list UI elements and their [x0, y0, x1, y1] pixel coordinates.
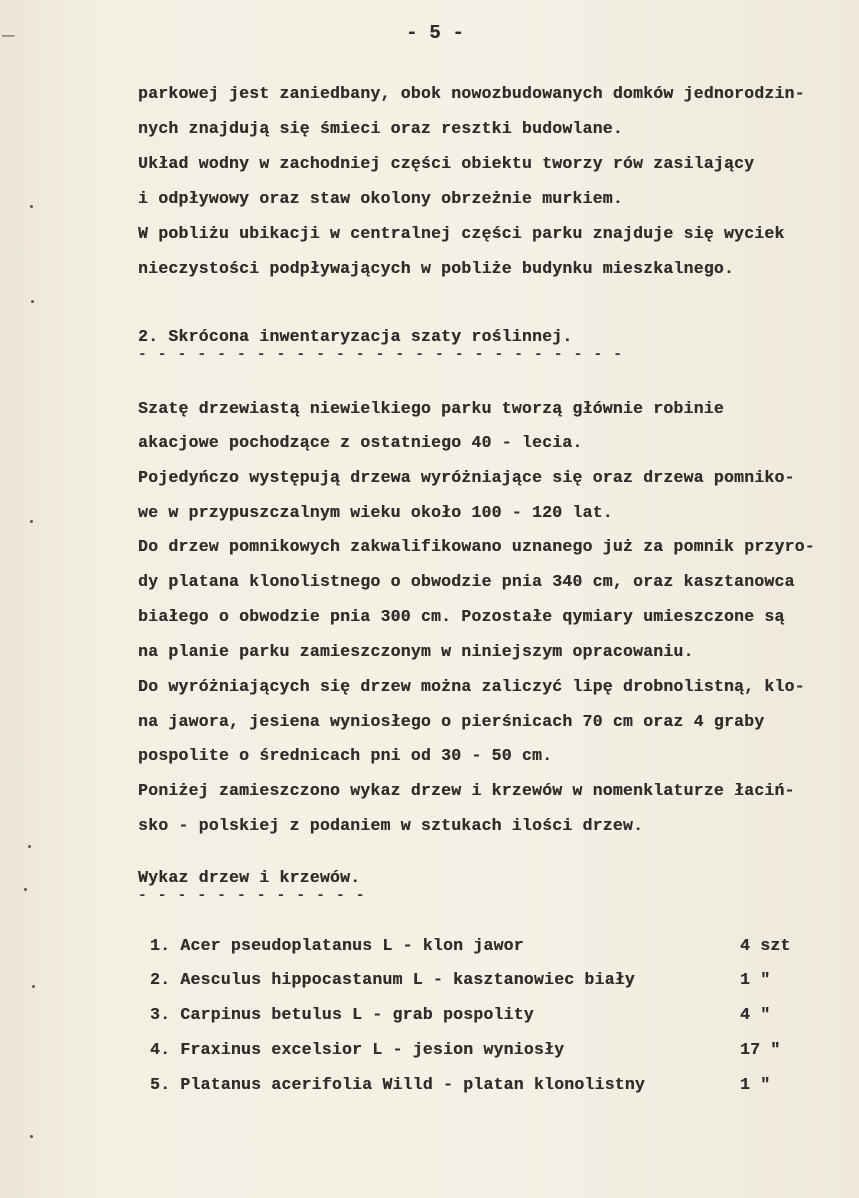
body-line: parkowej jest zaniedbany, obok nowozbudowanych domków jednorodzin-: [138, 84, 805, 103]
body-line: W pobliżu ubikacji w centralnej części parku znajduje się wyciek: [138, 224, 785, 243]
page-number: - 5 -: [406, 22, 465, 44]
section-line: sko - polskiej z podaniem w sztukach ilości drzew.: [138, 816, 644, 835]
section-line: Do wyróżniających się drzew można zaliczyć lipę drobnolistną, klo-: [138, 677, 805, 696]
body-line: nieczystości podpływających w pobliże budynku mieszkalnego.: [138, 259, 734, 278]
species-name: 5. Platanus acerifolia Willd - platan klonolistny: [150, 1075, 645, 1094]
species-name: 4. Fraxinus excelsior L - jesion wyniosły: [150, 1040, 565, 1059]
edge-mark: ▬▬▬: [2, 32, 15, 40]
margin-speck: [30, 520, 33, 523]
body-line: nych znajdują się śmieci oraz resztki budowlane.: [138, 119, 623, 138]
list-heading-underline: - - - - - - - - - - - -: [138, 888, 366, 904]
section-line: na planie parku zamieszczonym w niniejszym opracowaniu.: [138, 642, 694, 661]
section-line: Pojedyńczo występują drzewa wyróżniające się oraz drzewa pomniko-: [138, 468, 795, 487]
margin-speck: [24, 888, 27, 891]
body-line: Układ wodny w zachodniej części obiektu tworzy rów zasilający: [138, 154, 755, 173]
species-quantity: 4 szt: [740, 936, 791, 955]
margin-speck: [30, 205, 33, 208]
margin-speck: [31, 300, 34, 303]
section-line: akacjowe pochodzące z ostatniego 40 - lecia.: [138, 433, 583, 452]
species-name: 3. Carpinus betulus L - grab pospolity: [150, 1005, 534, 1024]
margin-speck: [28, 845, 31, 848]
section-line: we w przypuszczalnym wieku około 100 - 120 lat.: [138, 503, 613, 522]
species-quantity: 1 ": [740, 970, 771, 989]
species-name: 1. Acer pseudoplatanus L - klon jawor: [150, 936, 524, 955]
section-heading-underline: - - - - - - - - - - - - - - - - - - - - - - - - -: [138, 347, 624, 363]
section-line: białego o obwodzie pnia 300 cm. Pozostałe qymiary umieszczone są: [138, 607, 785, 626]
species-quantity: 4 ": [740, 1005, 771, 1024]
species-quantity: 17 ": [740, 1040, 781, 1059]
section-heading: 2. Skrócona inwentaryzacja szaty roślinnej.: [138, 327, 573, 346]
margin-speck: [30, 1135, 33, 1138]
species-name: 2. Aesculus hippocastanum L - kasztanowiec biały: [150, 970, 635, 989]
section-line: Szatę drzewiastą niewielkiego parku tworzą głównie robinie: [138, 399, 724, 418]
body-line: i odpływowy oraz staw okolony obrzeżnie murkiem.: [138, 189, 623, 208]
section-line: dy platana klonolistnego o obwodzie pnia 340 cm, oraz kasztanowca: [138, 572, 795, 591]
species-quantity: 1 ": [740, 1075, 771, 1094]
section-line: pospolite o średnicach pni od 30 - 50 cm.: [138, 746, 553, 765]
section-line: Do drzew pomnikowych zakwalifikowano uznanego już za pomnik przyro-: [138, 537, 815, 556]
section-line: na jawora, jesiena wyniosłego o pierśnicach 70 cm oraz 4 graby: [138, 712, 765, 731]
margin-speck: [32, 985, 35, 988]
section-line: Poniżej zamieszczono wykaz drzew i krzewów w nomenklaturze łaciń-: [138, 781, 795, 800]
list-heading: Wykaz drzew i krzewów.: [138, 868, 361, 887]
